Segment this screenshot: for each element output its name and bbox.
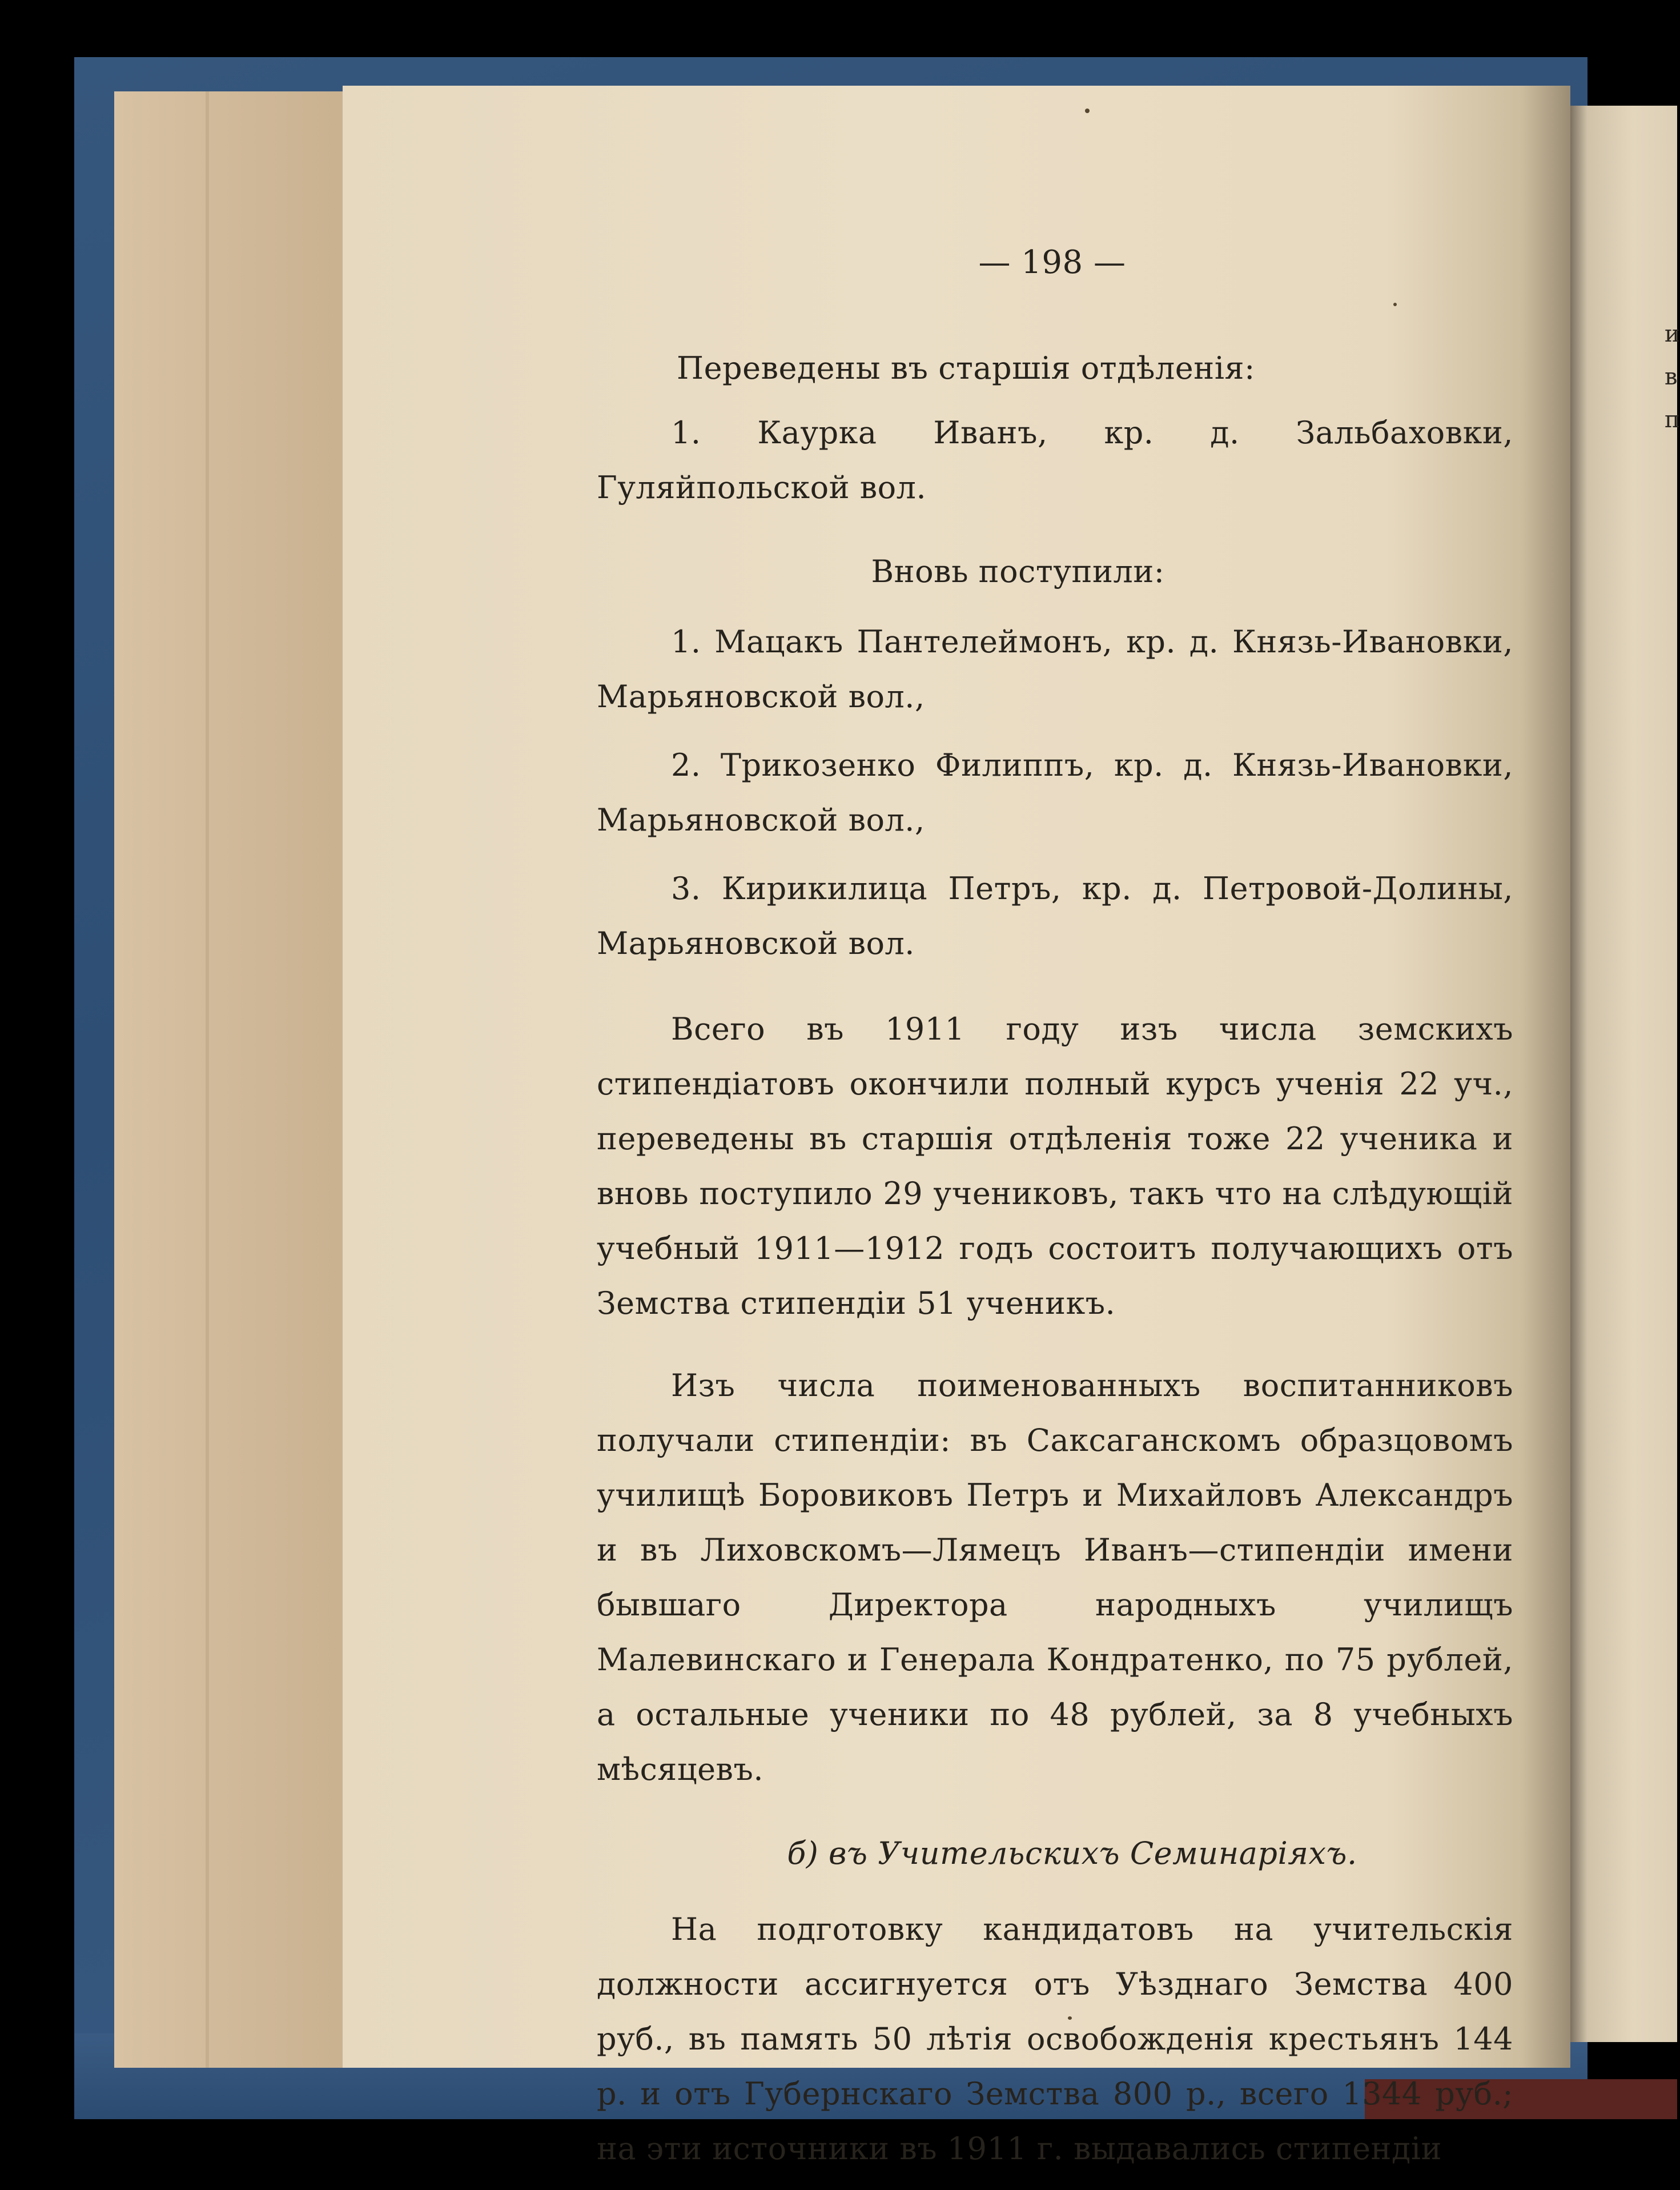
paragraph-stipends: Изъ числа поименованныхъ воспитанниковъ получали стипендіи: въ Саксаганскомъ образцовомъ училищѣ Боровиковъ Петръ и Михайловъ Александръ и въ Лиховскомъ—Лямецъ Иванъ—стипендіи имени бывшаго Директора народныхъ училищъ Малевинскаго и Генерала Кондратенко, по 75 рублей, а остальные ученики по 48 рублей, за 8 учебныхъ мѣсяцевъ. xyxy=(597,1367,1513,1787)
adjacent-page-fragment: п xyxy=(1665,407,1680,433)
heading-new-admissions: Вновь поступили: xyxy=(871,553,1165,589)
adjacent-page xyxy=(1568,106,1680,2042)
page-stack-shadow xyxy=(206,91,209,2068)
adjacent-page-fragment: и xyxy=(1665,321,1680,347)
section-heading-seminaries: б) въ Учительскихъ Семинаріяхъ. xyxy=(787,1835,1357,1871)
page-text xyxy=(597,234,1513,2190)
paper-speck xyxy=(1085,109,1090,113)
list-item: 3. Кирикилица Петръ, кр. д. Петровой-Долины, Марьяновской вол. xyxy=(597,871,1513,961)
page-number: — 198 — xyxy=(978,244,1126,281)
list-item: 2. Трикозенко Филиппъ, кр. д. Князь-Ивановки, Марьяновской вол., xyxy=(597,747,1513,838)
paragraph-seminary: На подготовку кандидатовъ на учительскія должности ассигнуется отъ Уѣзднаго Земства 400 руб., въ память 50 лѣтія освобожденія крестьянъ 144 р. и отъ Губернскаго Земства 800 р., всего 1344 руб.; на эти источники въ 1911 г. выдавались стипендіи xyxy=(597,1911,1513,2167)
adjacent-page-fragment: в xyxy=(1665,364,1678,390)
list-item: 1. Мацакъ Пантелеймонъ, кр. д. Князь-Ивановки, Марьяновской вол., xyxy=(597,624,1513,715)
paragraph-total: Всего въ 1911 году изъ числа земскихъ стипендіатовъ окончили полный курсъ ученія 22 уч., переведены въ старшія отдѣленія тоже 22 ученика и вновь поступило 29 учениковъ, такъ что на слѣдующій учебный 1911—1912 годъ состоитъ получающихъ отъ Земства стипендіи 51 ученикъ. xyxy=(597,1011,1513,1321)
list-item: 1. Каурка Иванъ, кр. д. Зальбаховки, Гуляйпольской вол. xyxy=(597,415,1513,506)
heading-transferred: Переведены въ старшія отдѣленія: xyxy=(677,350,1255,386)
page-edges xyxy=(114,91,354,2068)
